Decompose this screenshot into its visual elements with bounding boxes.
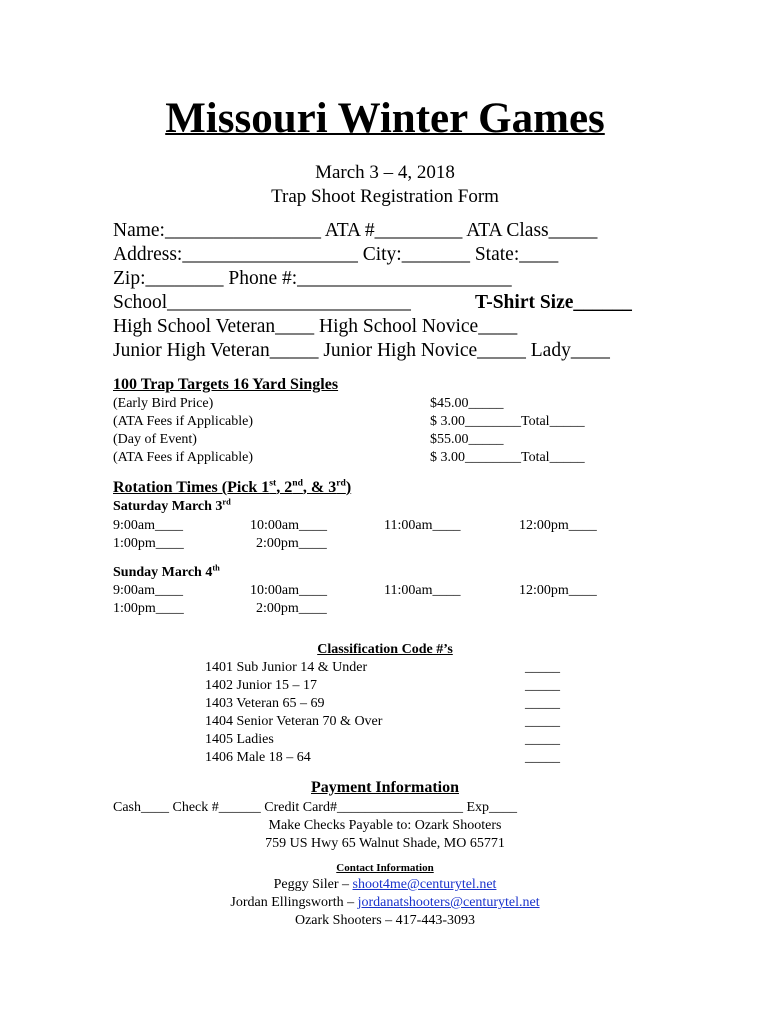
- email-link[interactable]: shoot4me@centurytel.net: [352, 877, 497, 892]
- classification-blank[interactable]: _____: [525, 660, 560, 675]
- time-slot[interactable]: 2:00pm____: [256, 601, 327, 616]
- page-title: Missouri Winter Games: [165, 95, 605, 142]
- tshirt-size-field[interactable]: T-Shirt Size______: [475, 292, 632, 313]
- junior-high-division-line[interactable]: Junior High Veteran_____ Junior High Novice_____ Lady____: [113, 340, 610, 361]
- school-field[interactable]: School_________________________: [113, 292, 411, 313]
- contact-heading: Contact Information: [336, 862, 434, 874]
- classification-item: 1402 Junior 15 – 17: [205, 678, 317, 693]
- payment-heading: Payment Information: [311, 779, 459, 796]
- classification-item: 1401 Sub Junior 14 & Under: [205, 660, 368, 675]
- classification-blank[interactable]: _____: [525, 732, 560, 747]
- targets-heading: 100 Trap Targets 16 Yard Singles: [113, 376, 339, 393]
- targets-row-price[interactable]: $ 3.00________Total_____: [430, 414, 585, 429]
- time-slot[interactable]: 11:00am____: [384, 583, 461, 598]
- time-slot[interactable]: 1:00pm____: [113, 601, 184, 616]
- event-date: March 3 – 4, 2018: [315, 162, 455, 183]
- contact-jordan: Jordan Ellingsworth – jordanatshooters@centurytel.net: [230, 895, 540, 910]
- high-school-division-line[interactable]: High School Veteran____ High School Novice____: [113, 316, 518, 337]
- classification-blank[interactable]: _____: [525, 696, 560, 711]
- classification-item: 1403 Veteran 65 – 69: [205, 696, 325, 711]
- rotation-heading: Rotation Times (Pick 1st, 2nd, & 3rd): [113, 477, 352, 496]
- time-slot[interactable]: 9:00am____: [113, 583, 183, 598]
- classification-item: 1406 Male 18 – 64: [205, 750, 311, 765]
- payment-method-line[interactable]: Cash____ Check #______ Credit Card#__________________ Exp____: [113, 800, 518, 815]
- classification-blank[interactable]: _____: [525, 750, 560, 765]
- classification-blank[interactable]: _____: [525, 678, 560, 693]
- email-link[interactable]: jordanatshooters@centurytel.net: [357, 895, 540, 910]
- sunday-label: Sunday March 4th: [113, 563, 220, 580]
- name-ata-line[interactable]: Name:________________ ATA #_________ ATA Class_____: [113, 220, 598, 241]
- classification-blank[interactable]: _____: [525, 714, 560, 729]
- saturday-label: Saturday March 3rd: [113, 497, 231, 514]
- classification-item: 1404 Senior Veteran 70 & Over: [205, 714, 383, 729]
- targets-row-label: (Day of Event): [113, 432, 197, 447]
- form-subtitle: Trap Shoot Registration Form: [271, 186, 499, 207]
- time-slot[interactable]: 12:00pm____: [519, 518, 597, 533]
- time-slot[interactable]: 1:00pm____: [113, 536, 184, 551]
- time-slot[interactable]: 10:00am____: [250, 583, 327, 598]
- targets-row-label: (ATA Fees if Applicable): [113, 450, 254, 465]
- targets-row-price[interactable]: $45.00_____: [430, 396, 504, 411]
- targets-row-price[interactable]: $ 3.00________Total_____: [430, 450, 585, 465]
- classification-heading: Classification Code #’s: [317, 642, 453, 657]
- mailing-address: 759 US Hwy 65 Walnut Shade, MO 65771: [265, 836, 505, 851]
- targets-row-price[interactable]: $55.00_____: [430, 432, 504, 447]
- targets-row-label: (ATA Fees if Applicable): [113, 414, 254, 429]
- time-slot[interactable]: 12:00pm____: [519, 583, 597, 598]
- time-slot[interactable]: 11:00am____: [384, 518, 461, 533]
- classification-item: 1405 Ladies: [205, 732, 274, 747]
- time-slot[interactable]: 9:00am____: [113, 518, 183, 533]
- checks-payable: Make Checks Payable to: Ozark Shooters: [268, 818, 502, 833]
- time-slot[interactable]: 10:00am____: [250, 518, 327, 533]
- zip-phone-line[interactable]: Zip:________ Phone #:______________________: [113, 268, 512, 289]
- address-line[interactable]: Address:__________________ City:_______ State:____: [113, 244, 559, 265]
- targets-row-label: (Early Bird Price): [113, 396, 214, 411]
- time-slot[interactable]: 2:00pm____: [256, 536, 327, 551]
- contact-peggy: Peggy Siler – shoot4me@centurytel.net: [273, 877, 497, 892]
- contact-ozark: Ozark Shooters – 417-443-3093: [294, 913, 476, 928]
